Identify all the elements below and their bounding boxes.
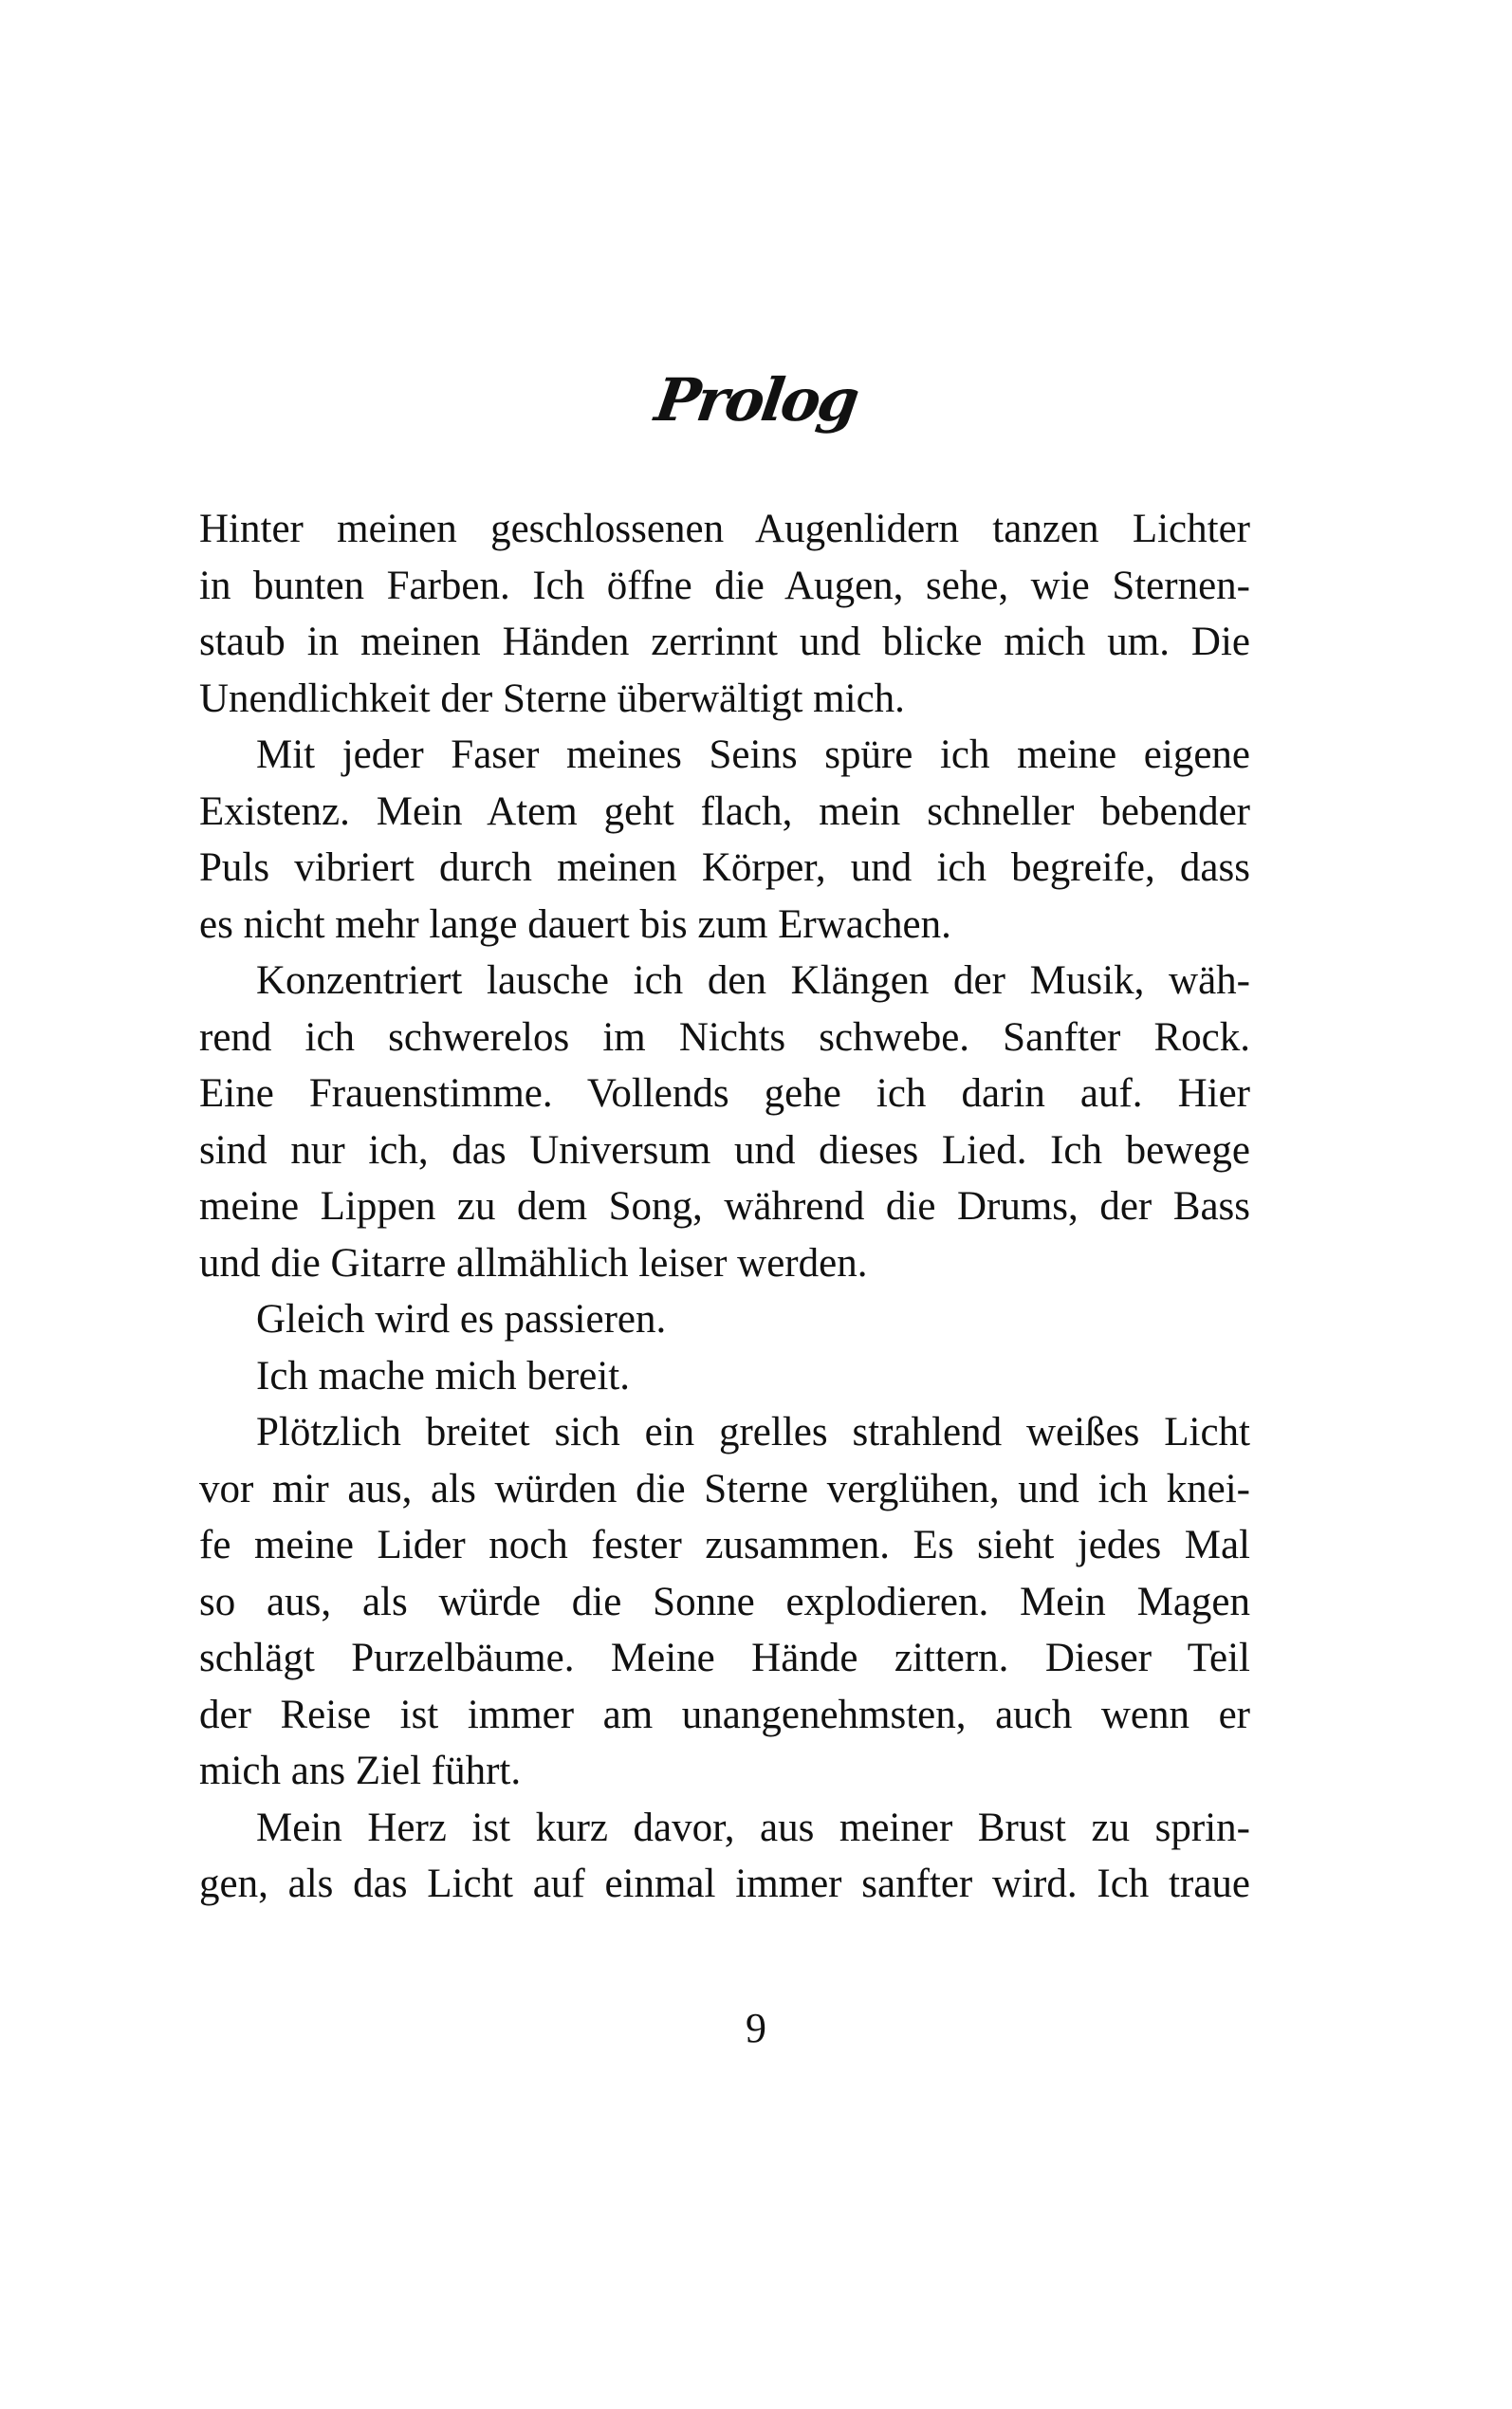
text-line: Mein Herz ist kurz davor, aus meiner Brust zu sprin- [256, 1805, 1250, 1850]
text-line: Puls vibriert durch meinen Körper, und ich begreife, dass [199, 845, 1250, 890]
text-line: rend ich schwerelos im Nichts schwebe. Sanfter Rock. [199, 1014, 1250, 1060]
text-line: in bunten Farben. Ich öffne die Augen, sehe, wie Sternen- [199, 563, 1250, 608]
text-line: Unendlichkeit der Sterne überwältigt mich. [199, 676, 905, 721]
text-line: schlägt Purzelbäume. Meine Hände zittern. Dieser Teil [199, 1636, 1250, 1680]
text-line: sind nur ich, das Universum und dieses Lied. Ich bewege [199, 1127, 1250, 1173]
text-line: Plötzlich breitet sich ein grelles strahlend weißes Licht [256, 1410, 1250, 1455]
text-line: so aus, als würde die Sonne explodieren. Mein Magen [199, 1579, 1250, 1624]
text-line: gen, als das Licht auf einmal immer sanfter wird. Ich traue [199, 1862, 1250, 1906]
text-line: der Reise ist immer am unangenehmsten, auch wenn er [199, 1692, 1250, 1737]
text-line: staub in meinen Händen zerrinnt und blicke mich um. Die [199, 620, 1250, 664]
text-line: Gleich wird es passieren. [256, 1297, 667, 1342]
text-line: Konzentriert lausche ich den Klängen der Musik, wäh- [256, 958, 1250, 1003]
text-line: Existenz. Mein Atem geht flach, mein schneller bebender [199, 788, 1250, 834]
text-line: Ich mache mich bereit. [256, 1353, 630, 1399]
text-line: und die Gitarre allmählich leiser werden. [199, 1240, 868, 1286]
text-line: Eine Frauenstimme. Vollends gehe ich darin auf. Hier [199, 1071, 1250, 1116]
page-number: 9 [746, 2005, 766, 2051]
text-line: vor mir aus, als würden die Sterne verglühen, und ich knei- [199, 1466, 1250, 1511]
text-line: fe meine Lider noch fester zusammen. Es sieht jedes Mal [199, 1523, 1250, 1567]
text-line: meine Lippen zu dem Song, während die Drums, der Bass [199, 1184, 1250, 1229]
chapter-title: Prolog [651, 365, 861, 435]
body-text [199, 501, 1250, 1913]
text-line: es nicht mehr lange dauert bis zum Erwachen. [199, 901, 951, 947]
text-line: Mit jeder Faser meines Seins spüre ich meine eigene [256, 732, 1250, 777]
text-line: mich ans Ziel führt. [199, 1749, 522, 1793]
text-line: Hinter meinen geschlossenen Augenlidern tanzen Lichter [199, 507, 1250, 551]
